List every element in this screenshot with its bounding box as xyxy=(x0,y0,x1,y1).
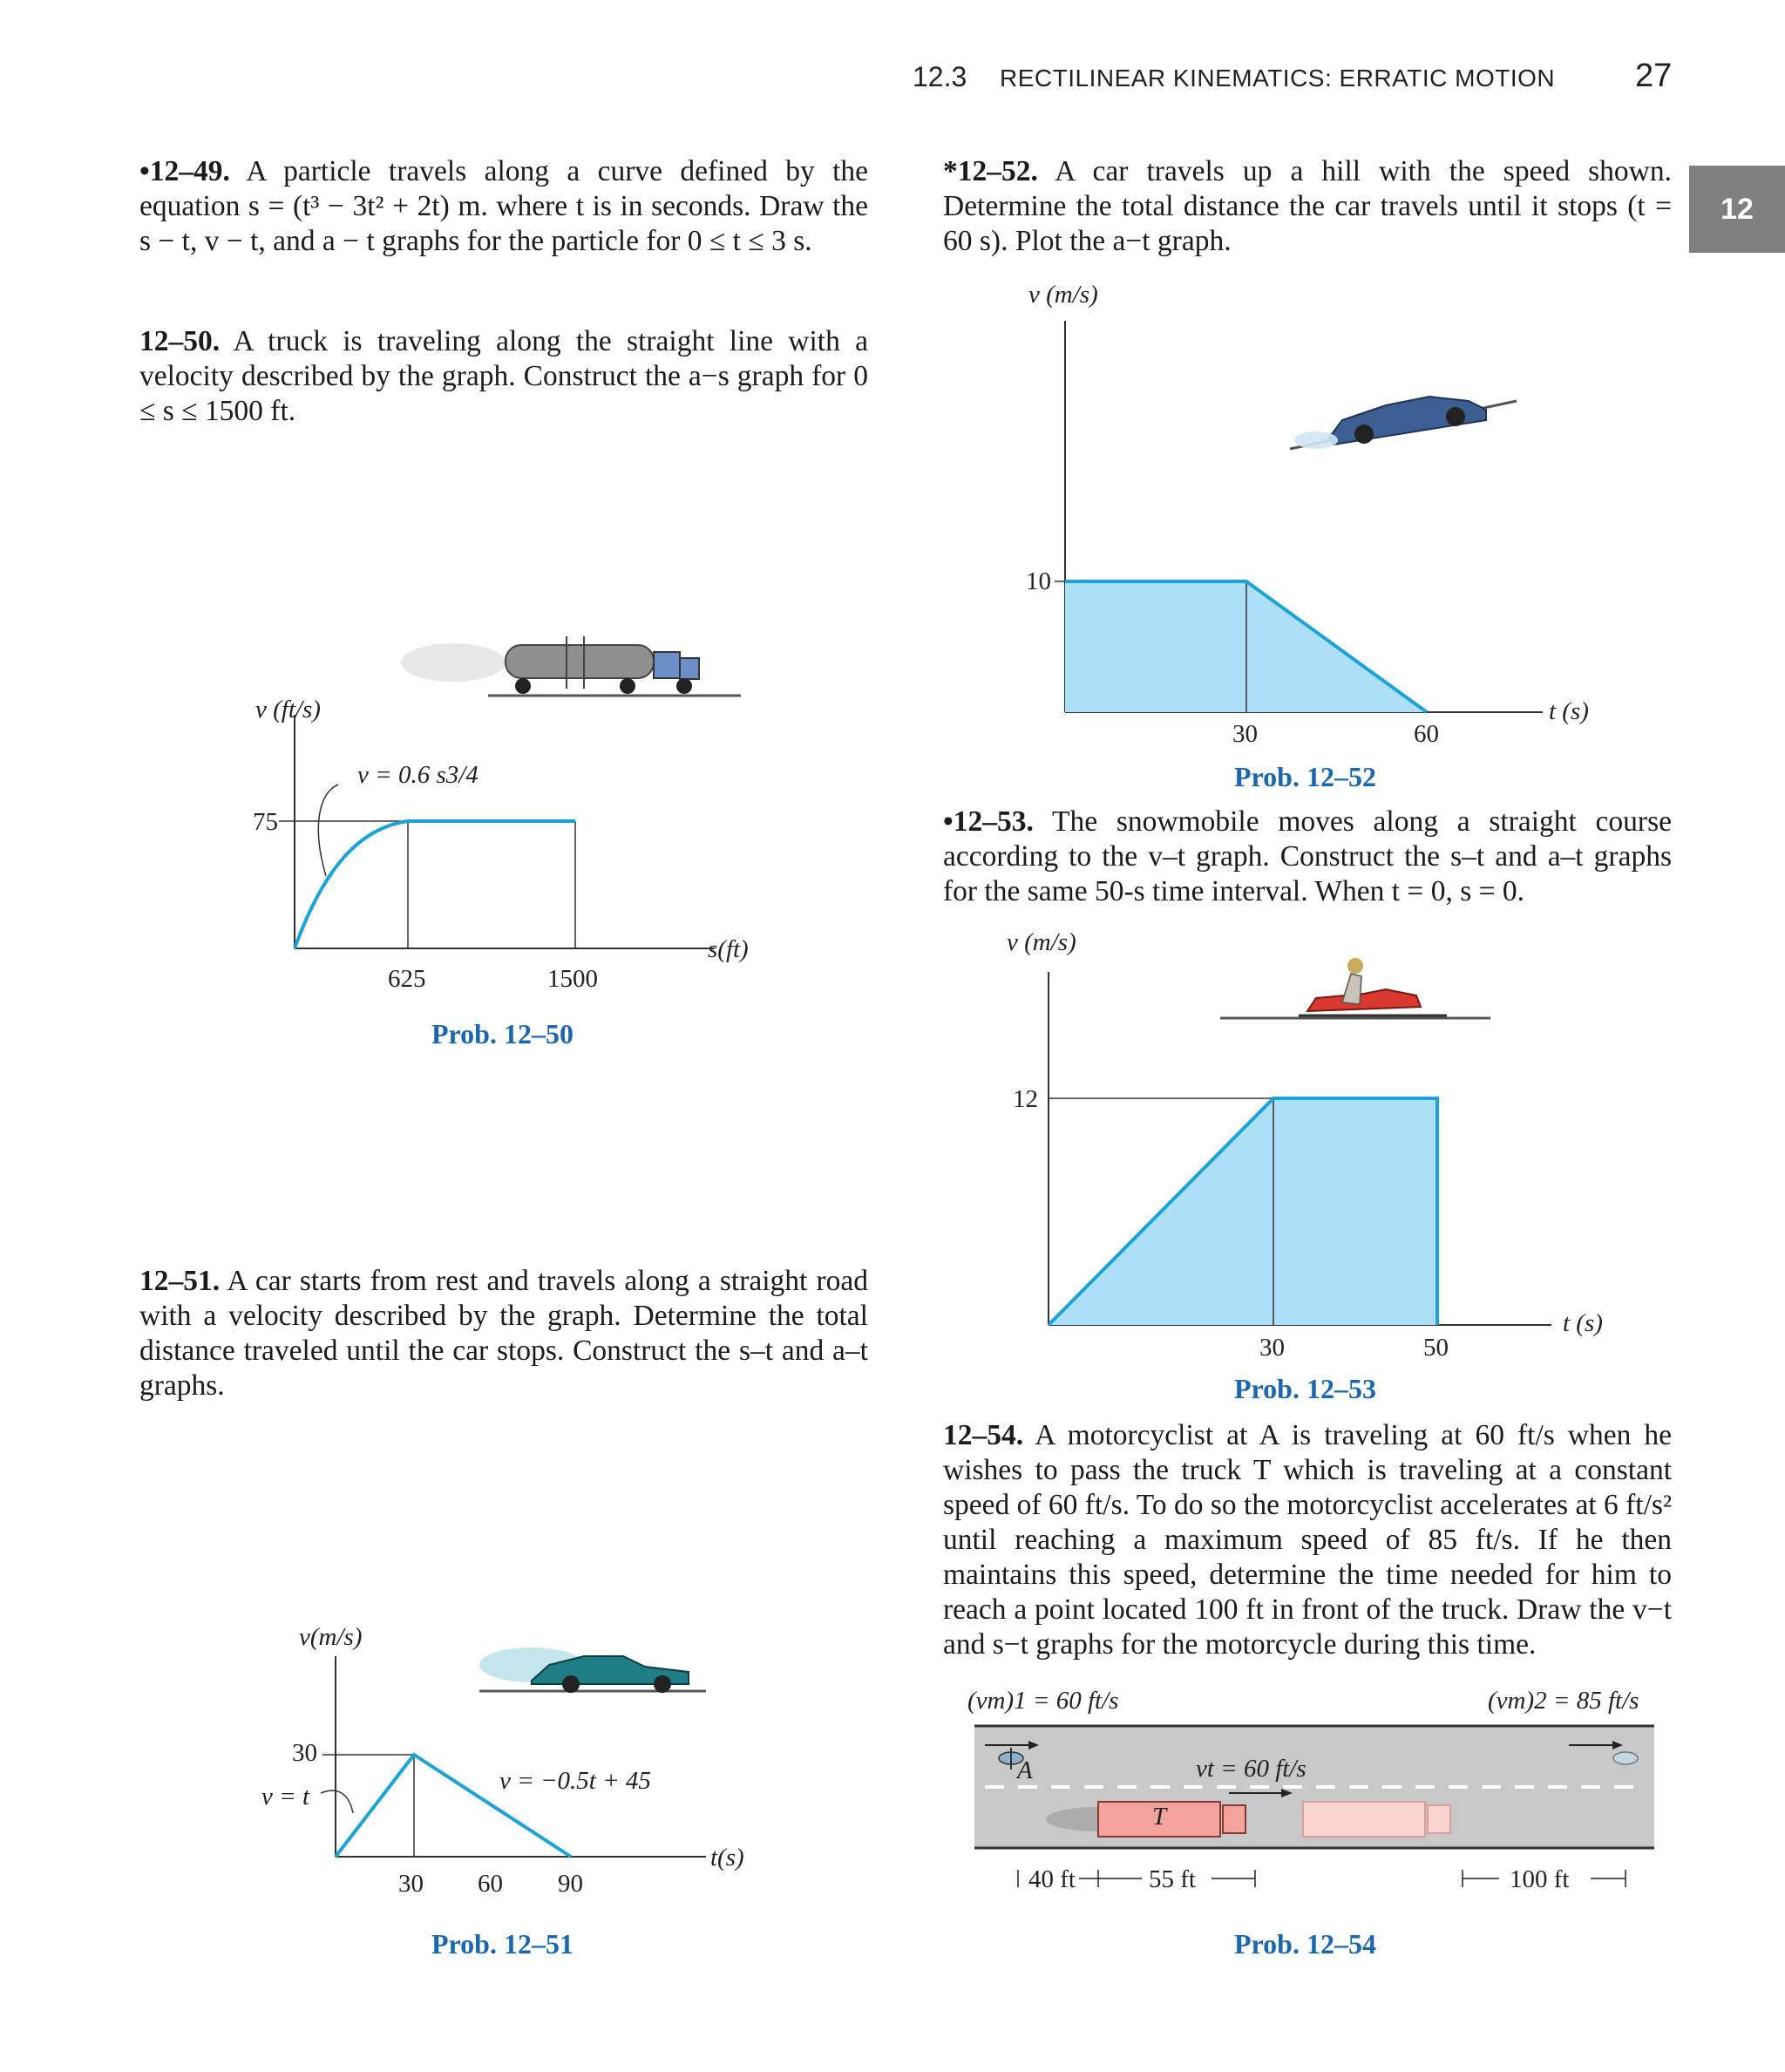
section-number: 12.3 xyxy=(913,61,967,92)
problem-text: A car starts from rest and travels along a straight road with a velocity described by the graph. Determine the total distance traveled until the car stops. Construct the s–t and a–t graphs. xyxy=(139,1265,869,1402)
fig51-ylabel: v(m/s) xyxy=(299,1623,363,1651)
problem-text: A car travels up a hill with the speed shown. Determine the total distance the car travels until it stops (t = 60 s). Plot the a−t graph. xyxy=(943,155,1672,257)
fig54-caption: Prob. 12–54 xyxy=(1234,1928,1376,1960)
equation-pointer xyxy=(318,785,338,876)
chart-12-53 xyxy=(985,959,1578,1334)
fig52-xlabel: t (s) xyxy=(1549,697,1589,725)
problem-text: The snowmobile moves along a straight course according to the v–t graph. Construct the s–t and a–t graphs for the same 50-s time interval. When t = 0, s = 0. xyxy=(943,805,1672,907)
fig53-caption: Prob. 12–53 xyxy=(1234,1373,1376,1404)
fig54-label-T: T xyxy=(1152,1803,1167,1831)
fig53-xlabel: t (s) xyxy=(1563,1309,1603,1337)
fig51-eq-right: v = −0.5t + 45 xyxy=(499,1767,651,1795)
fig53-xtick-30: 30 xyxy=(1259,1334,1285,1362)
problem-number: 12–50. xyxy=(139,325,221,357)
problem-12-53 xyxy=(943,805,1672,909)
velocity-curve xyxy=(295,821,575,948)
problem-number: *12–52. xyxy=(943,155,1038,187)
problem-12-49 xyxy=(139,154,868,259)
truck-T xyxy=(1098,1802,1245,1837)
fig50-xlabel: s(ft) xyxy=(708,935,749,963)
fig52-caption: Prob. 12–52 xyxy=(1234,761,1376,792)
problem-text: A motorcyclist at A is traveling at 60 ft/s when he wishes to pass the truck T which is traveling at a constant speed of 60 ft/s. To do so the motorcyclist accelerates at 6 ft/s² until reaching a maximum speed of 85 ft/s. If he then maintains this speed, determine the time needed for him to reach a point located 100 ft in front of the truck. Draw the v−t and s−t graphs for the motorcycle during this time. xyxy=(943,1419,1672,1661)
fig54-vm2: (vm)2 = 85 ft/s xyxy=(1488,1687,1639,1715)
fig53-ytick: 12 xyxy=(1013,1085,1038,1113)
section-title: RECTILINEAR KINEMATICS: ERRATIC MOTION xyxy=(1000,65,1556,92)
fig50-ytick: 75 xyxy=(253,808,278,836)
chapter-tab: 12 xyxy=(1689,166,1785,253)
problem-12-51 xyxy=(139,1264,868,1403)
fig51-xtick-60: 60 xyxy=(478,1870,503,1898)
problem-text: A truck is traveling along the straight line with a velocity described by the graph. Construct the a−s graph for 0 ≤ s ≤ 1500 ft. xyxy=(139,325,868,427)
fig54-dim-40ft: 40 ft xyxy=(1028,1865,1076,1893)
page-number: 27 xyxy=(1635,58,1673,94)
fig54-vt: vt = 60 ft/s xyxy=(1196,1755,1307,1783)
fig54-vm1: (vm)1 = 60 ft/s xyxy=(967,1687,1119,1715)
problem-12-50 xyxy=(139,324,868,429)
fig51-xtick-90: 90 xyxy=(558,1870,583,1898)
problem-12-54 xyxy=(943,1418,1672,1662)
motorcycle-icon-final xyxy=(1613,1752,1638,1764)
equation-pointer xyxy=(321,1790,353,1813)
chart-12-51 xyxy=(288,1639,741,1883)
fig54-dim-100ft: 100 ft xyxy=(1510,1865,1570,1893)
chart-12-52 xyxy=(985,288,1578,741)
fig51-eq-left: v = t xyxy=(261,1783,309,1810)
area-under-curve xyxy=(1049,1098,1437,1325)
tanker-truck-illustration xyxy=(401,636,741,696)
fig52-ytick: 10 xyxy=(1026,567,1051,595)
fig51-ytick: 30 xyxy=(292,1739,317,1767)
fig54-label-A: A xyxy=(1017,1756,1033,1784)
fig51-xlabel: t(s) xyxy=(710,1844,744,1872)
fig52-xtick-30: 30 xyxy=(1232,720,1258,748)
problem-text: A particle travels along a curve defined by the equation s = (t³ − 3t² + 2t) m. where t is in seconds. Draw the s − t, v − t, and a − t graphs for the particle for 0 ≤ t ≤ 3 s. xyxy=(139,155,869,257)
problem-12-52 xyxy=(943,154,1672,259)
fig52-xtick-60: 60 xyxy=(1414,720,1439,748)
problem-number: 12–54. xyxy=(943,1419,1024,1451)
fig50-equation: v = 0.6 s3/4 xyxy=(357,761,478,789)
truck-ghost xyxy=(1303,1802,1450,1837)
fig51-xtick-30: 30 xyxy=(398,1870,424,1898)
fig50-xtick-625: 625 xyxy=(388,965,426,993)
fig50-caption: Prob. 12–50 xyxy=(431,1018,574,1050)
problem-number: •12–49. xyxy=(139,155,230,187)
fig52-ylabel: v (m/s) xyxy=(1028,281,1098,309)
fig53-ylabel: v (m/s) xyxy=(1007,928,1076,956)
fig54-dim-55ft: 55 ft xyxy=(1149,1865,1196,1893)
chart-12-50 xyxy=(253,689,776,1002)
fig50-ylabel: v (ft/s) xyxy=(255,696,321,724)
fig51-caption: Prob. 12–51 xyxy=(431,1928,574,1960)
fig50-xtick-1500: 1500 xyxy=(547,965,598,993)
fig53-xtick-50: 50 xyxy=(1423,1334,1449,1362)
problem-number: 12–51. xyxy=(139,1265,221,1297)
problem-number: •12–53. xyxy=(943,805,1034,838)
